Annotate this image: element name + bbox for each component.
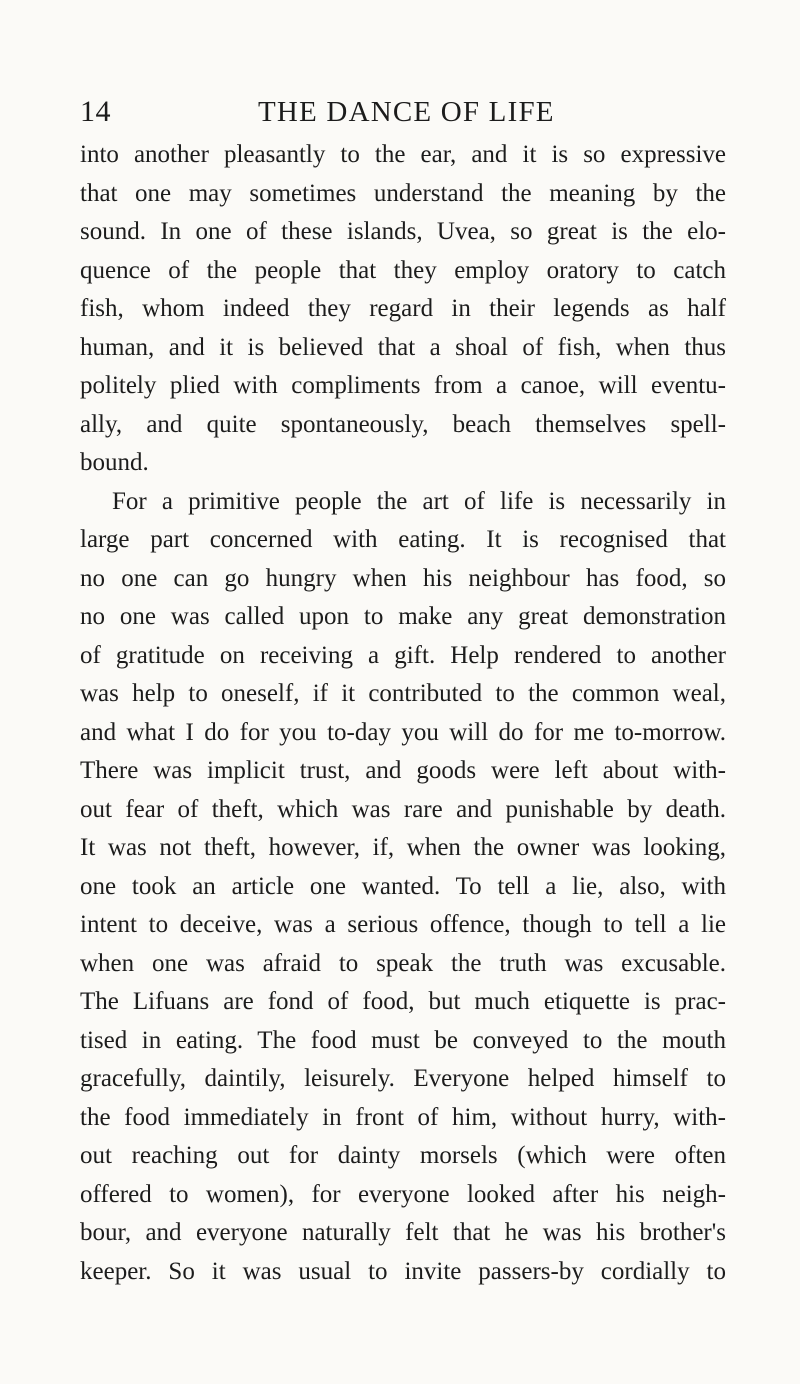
text-line: keeper. So it was usual to invite passers-by cordially to [80,1257,726,1285]
running-head [0,92,800,132]
text-line: out fear of theft, which was rare and punishable by death. [80,795,726,823]
text-line: gracefully, daintily, leisurely. Everyone helped himself to [80,1065,726,1092]
text-line: There was implicit trust, and goods were left about with- [80,757,726,784]
text-line: bour, and everyone naturally felt that he was his brother's [80,1219,726,1246]
text-line: ally, and quite spontaneously, beach themselves spell- [80,410,726,438]
text-line: quence of the people that they employ oratory to catch [80,256,726,284]
text-line: the food immediately in front of him, without hurry, with- [80,1103,726,1131]
body-text [80,136,726,1291]
text-line: politely plied with compliments from a canoe, will eventu- [80,372,726,399]
text-line: intent to deceive, was a serious offence, though to tell a lie [80,911,726,938]
text-line: was help to oneself, if it contributed to the common weal, [80,680,726,707]
text-line: offered to women), for everyone looked after his neigh- [80,1180,726,1208]
text-line: into another pleasantly to the ear, and it is so expressive [80,141,726,168]
text-line: one took an article one wanted. To tell a lie, also, with [80,872,726,900]
text-line: sound. In one of these islands, Uvea, so great is the elo- [80,218,726,245]
book-title: THE DANCE OF LIFE [258,96,555,128]
text-line: bound. [80,449,149,476]
text-line: large part concerned with eating. It is recognised that [80,526,726,553]
text-line: tised in eating. The food must be conveyed to the mouth [80,1026,726,1054]
text-line: and what I do for you to-day you will do for me to-morrow. [80,718,726,746]
text-line: out reaching out for dainty morsels (which were often [80,1142,726,1169]
text-line: no one can go hungry when his neighbour has food, so [80,564,726,592]
text-line: For a primitive people the art of life is necessarily in [112,487,726,515]
text-line: that one may sometimes understand the meaning by the [80,179,726,207]
text-line: when one was afraid to speak the truth was excusable. [80,949,726,977]
text-line: of gratitude on receiving a gift. Help rendered to another [80,641,726,669]
text-line: The Lifuans are fond of food, but much etiquette is prac- [80,988,726,1015]
text-line: It was not theft, however, if, when the owner was looking, [80,834,726,861]
text-line: no one was called upon to make any great demonstration [80,603,726,630]
text-line: human, and it is believed that a shoal of fish, when thus [80,333,726,361]
page-number: 14 [80,95,111,128]
text-line: fish, whom indeed they regard in their legends as half [80,295,726,322]
